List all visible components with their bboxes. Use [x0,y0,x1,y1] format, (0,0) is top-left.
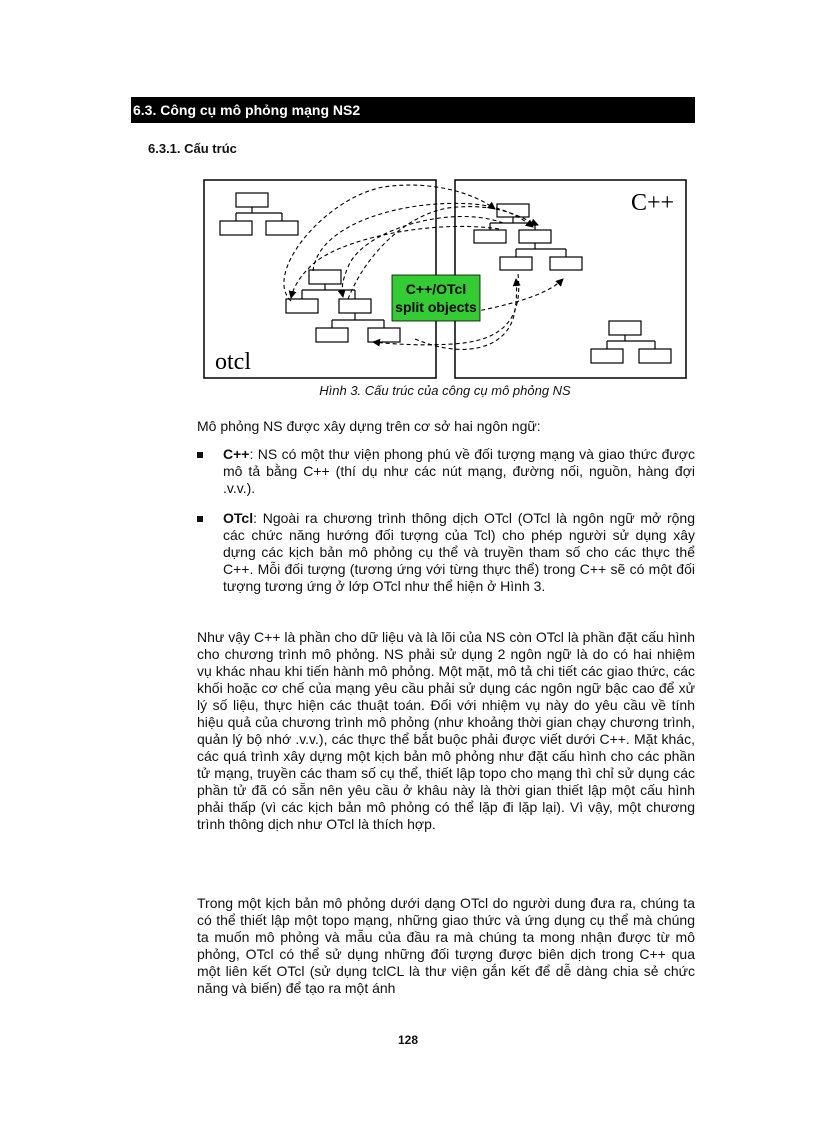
section-title-bar: 6.3. Công cụ mô phỏng mạng NS2 [131,97,695,123]
bullet-cpp [197,446,695,497]
split-objects-label-line2: split objects [395,299,477,315]
bullet-text: : Ngoài ra chương trình thông dịch OTcl (OTcl là ngôn ngữ mở rộng các chức năng hướng đối tượng của Tcl) cho phép người sử dụng xây dựng các kịch bản mô phỏng cụ thể và truyền tham số cho các thực thể C++. Mỗi đối tượng (tương ứng với từng thực thể) trong C++ sẽ có một đối tượng tương ứng ở lớp OTcl như thể hiện ở Hình 3. [223,510,695,594]
cpp-label: C++ [631,190,675,216]
bullet-text: : NS có một thư viện phong phú về đối tượng mạng và giao thức được mô tả bằng C++ (thí dụ như các nút mạng, đường nối, nguồn, hàng đợi .v.v.). [223,446,695,496]
bullet-marker [197,516,203,522]
otcl-label: otcl [215,349,251,375]
bullet-marker [197,452,203,458]
bullet-term: C++ [223,446,250,462]
ns-architecture-diagram [203,179,687,381]
figure-caption: Hình 3. Cấu trúc của công cụ mô phỏng NS [319,383,571,398]
subsection-title: 6.3.1. Cấu trúc [148,141,237,156]
bullet-otcl [197,510,695,595]
paragraph-2: Trong một kịch bản mô phỏng dưới dạng OTcl do người dung đưa ra, chúng ta có thể thiết lập một topo mạng, những giao thức và ứng dụng cụ thể mà chúng ta muốn mô phỏng và mẫu của đầu ra mà chúng ta mong nhận được từ mô phỏng, OTcl có thể sử dụng những đối tượng được biên dịch trong C++ qua một liên kết OTcl (sử dụng tclCL là thư viện gắn kết để dễ dàng chia sẻ chức năng và biến) để tạo ra một ánh [197,895,695,996]
otcl-tree-middle [286,270,400,342]
cpp-tree-bottom [591,321,671,363]
cpp-tree-top [474,204,582,270]
otcl-tree-top [220,193,298,235]
intro-text: Mô phỏng NS được xây dựng trên cơ sở hai ngôn ngữ: [197,418,541,434]
paragraph-1: Như vậy C++ là phần cho dữ liệu và là lõi của NS còn OTcl là phần đặt cấu hình cho chương trình mô phỏng. NS phải sử dụng 2 ngôn ngữ là do có hai nhiệm vụ khác nhau khi tiến hành mô phỏng. Một mặt, mô tả chi tiết các giao thức, các khối hoặc cơ chế của mạng yêu cầu phải sử dụng các ngôn ngữ bậc cao để xử lý số liệu, thực hiện các thuật toán. Đối với nhiệm vụ này do yêu cầu về tính hiệu quả của chương trình mô phỏng (như khoảng thời gian chạy chương trình, quản lý bộ nhớ .v.v.), các thực thể bắt buộc phải được viết dưới C++. Mặt khác, các quá trình xây dựng một kịch bản mô phỏng như đặt cấu hình cho các phần tử mạng, truyền các tham số cụ thể, thiết lập topo cho mạng thì chỉ sử dụng các phần tử đã có sẵn nên yêu cầu ở khâu này là thời gian thiết lập một cấu hình phải thấp (vì các kịch bản mô phỏng có thể lặp đi lặp lại). Vì vậy, một chương trình thông dịch như OTcl là thích hợp. [197,629,695,832]
page-number: 128 [397,1033,419,1047]
bullet-term: OTcl [223,510,254,526]
split-objects-label-line1: C++/OTcl [405,281,467,297]
